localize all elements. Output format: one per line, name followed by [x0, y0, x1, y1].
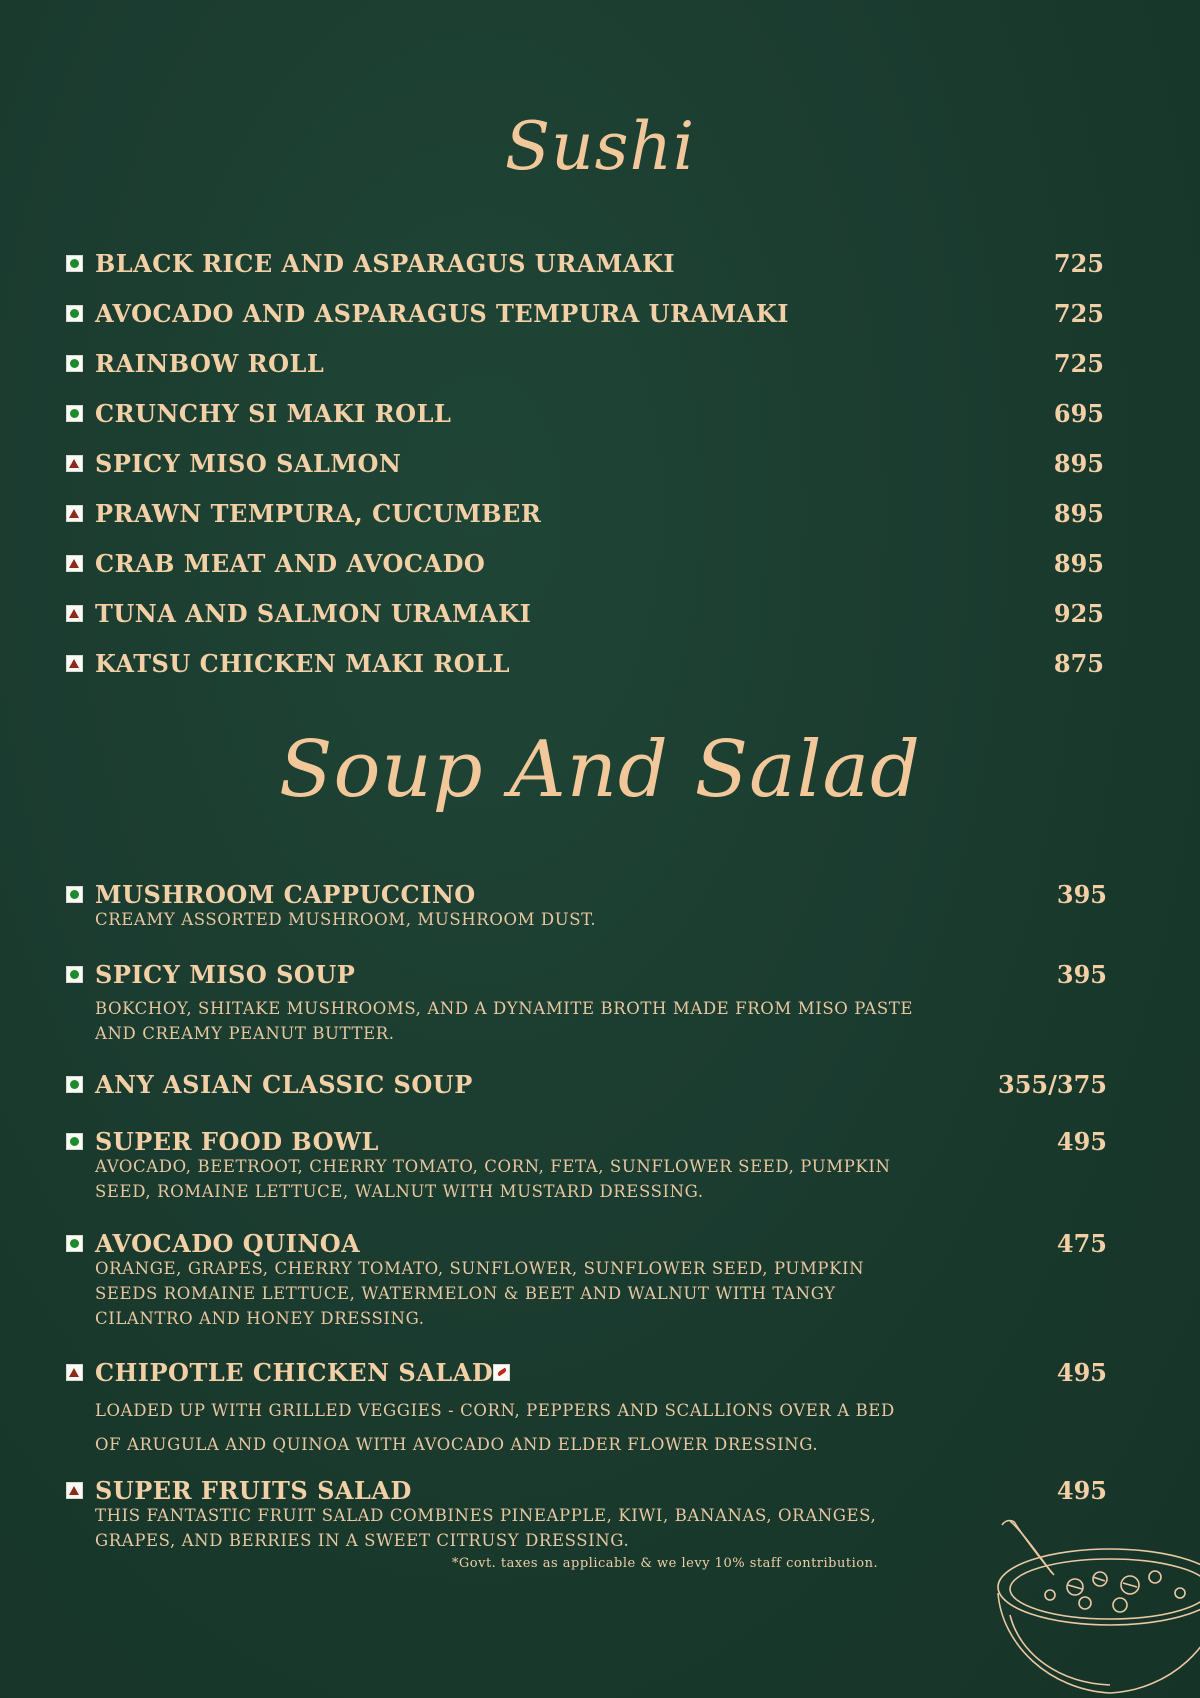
- item-price: 895: [1053, 499, 1104, 528]
- item-price: 475: [1056, 1229, 1107, 1258]
- veg-icon: [66, 886, 83, 903]
- item-price: 355/375: [998, 1070, 1107, 1099]
- non-veg-icon: [66, 655, 83, 672]
- non-veg-icon: [66, 555, 83, 572]
- veg-icon: [66, 355, 83, 372]
- item-price: 895: [1053, 449, 1104, 478]
- item-name: TUNA AND SALMON URAMAKI: [95, 599, 532, 628]
- item-name: MUSHROOM CAPPUCCINO: [95, 880, 476, 909]
- veg-icon: [66, 1133, 83, 1150]
- item-description: THIS FANTASTIC FRUIT SALAD COMBINES PINEAPPLE, KIWI, BANANAS, ORANGES, GRAPES, AND BERRIES IN A SWEET CITRUSY DRESSING.: [95, 1506, 877, 1550]
- non-veg-icon: [66, 455, 83, 472]
- item-name: AVOCADO AND ASPARAGUS TEMPURA URAMAKI: [95, 299, 789, 328]
- item-price: 695: [1053, 399, 1104, 428]
- non-veg-icon: [66, 505, 83, 522]
- non-veg-icon: [66, 605, 83, 622]
- item-name: SUPER FOOD BOWL: [95, 1127, 379, 1156]
- soup-bowl-illustration-icon: [980, 1515, 1200, 1698]
- item-description: AVOCADO, BEETROOT, CHERRY TOMATO, CORN, FETA, SUNFLOWER SEED, PUMPKIN SEED, ROMAINE LETTUCE, WALNUT WITH MUSTARD DRESSING.: [95, 1157, 891, 1201]
- item-name: SUPER FRUITS SALAD: [95, 1476, 412, 1505]
- item-name: BLACK RICE AND ASPARAGUS URAMAKI: [95, 249, 676, 278]
- item-price: 875: [1053, 649, 1104, 678]
- item-name: RAINBOW ROLL: [95, 349, 325, 378]
- item-price: 925: [1053, 599, 1104, 628]
- section-title-soup-and-salad: Soup And Salad: [279, 725, 921, 815]
- veg-icon: [66, 405, 83, 422]
- item-name: ANY ASIAN CLASSIC SOUP: [95, 1070, 473, 1099]
- item-price: 725: [1053, 349, 1104, 378]
- item-description: ORANGE, GRAPES, CHERRY TOMATO, SUNFLOWER, SUNFLOWER SEED, PUMPKIN SEEDS ROMAINE LETTUCE, WATERMELON & BEET AND WALNUT WITH TANGY CILANTRO AND HONEY DRESSING.: [95, 1259, 865, 1328]
- veg-icon: [66, 966, 83, 983]
- footer-note: *Govt. taxes as applicable & we levy 10% staff contribution.: [451, 1556, 879, 1571]
- item-name: PRAWN TEMPURA, CUCUMBER: [95, 499, 542, 528]
- non-veg-icon: [66, 1482, 83, 1499]
- veg-icon: [66, 255, 83, 272]
- item-price: 895: [1053, 549, 1104, 578]
- chili-icon: [493, 1364, 510, 1381]
- item-description: LOADED UP WITH GRILLED VEGGIES - CORN, PEPPERS AND SCALLIONS OVER A BED OF ARUGULA AND QUINOA WITH AVOCADO AND ELDER FLOWER DRESSING.: [95, 1401, 895, 1454]
- non-veg-icon: [66, 1364, 83, 1381]
- veg-icon: [66, 1235, 83, 1252]
- item-price: 725: [1053, 299, 1104, 328]
- item-price: 395: [1056, 960, 1107, 989]
- item-price: 395: [1056, 880, 1107, 909]
- item-name: SPICY MISO SOUP: [95, 960, 356, 989]
- item-price: 495: [1056, 1358, 1107, 1387]
- veg-icon: [66, 305, 83, 322]
- veg-icon: [66, 1076, 83, 1093]
- item-price: 495: [1056, 1127, 1107, 1156]
- item-description: BOKCHOY, SHITAKE MUSHROOMS, AND A DYNAMITE BROTH MADE FROM MISO PASTE AND CREAMY PEANUT BUTTER.: [95, 999, 914, 1043]
- section-title-sushi: Sushi: [504, 108, 696, 185]
- item-price: 495: [1056, 1476, 1107, 1505]
- item-name: CRUNCHY SI MAKI ROLL: [95, 399, 452, 428]
- item-price: 725: [1053, 249, 1104, 278]
- item-name: KATSU CHICKEN MAKI ROLL: [95, 649, 510, 678]
- item-name: SPICY MISO SALMON: [95, 449, 402, 478]
- item-name: CHIPOTLE CHICKEN SALAD: [95, 1358, 494, 1387]
- item-name: CRAB MEAT AND AVOCADO: [95, 549, 486, 578]
- item-name: AVOCADO QUINOA: [95, 1229, 361, 1258]
- item-description: CREAMY ASSORTED MUSHROOM, MUSHROOM DUST.: [95, 910, 597, 929]
